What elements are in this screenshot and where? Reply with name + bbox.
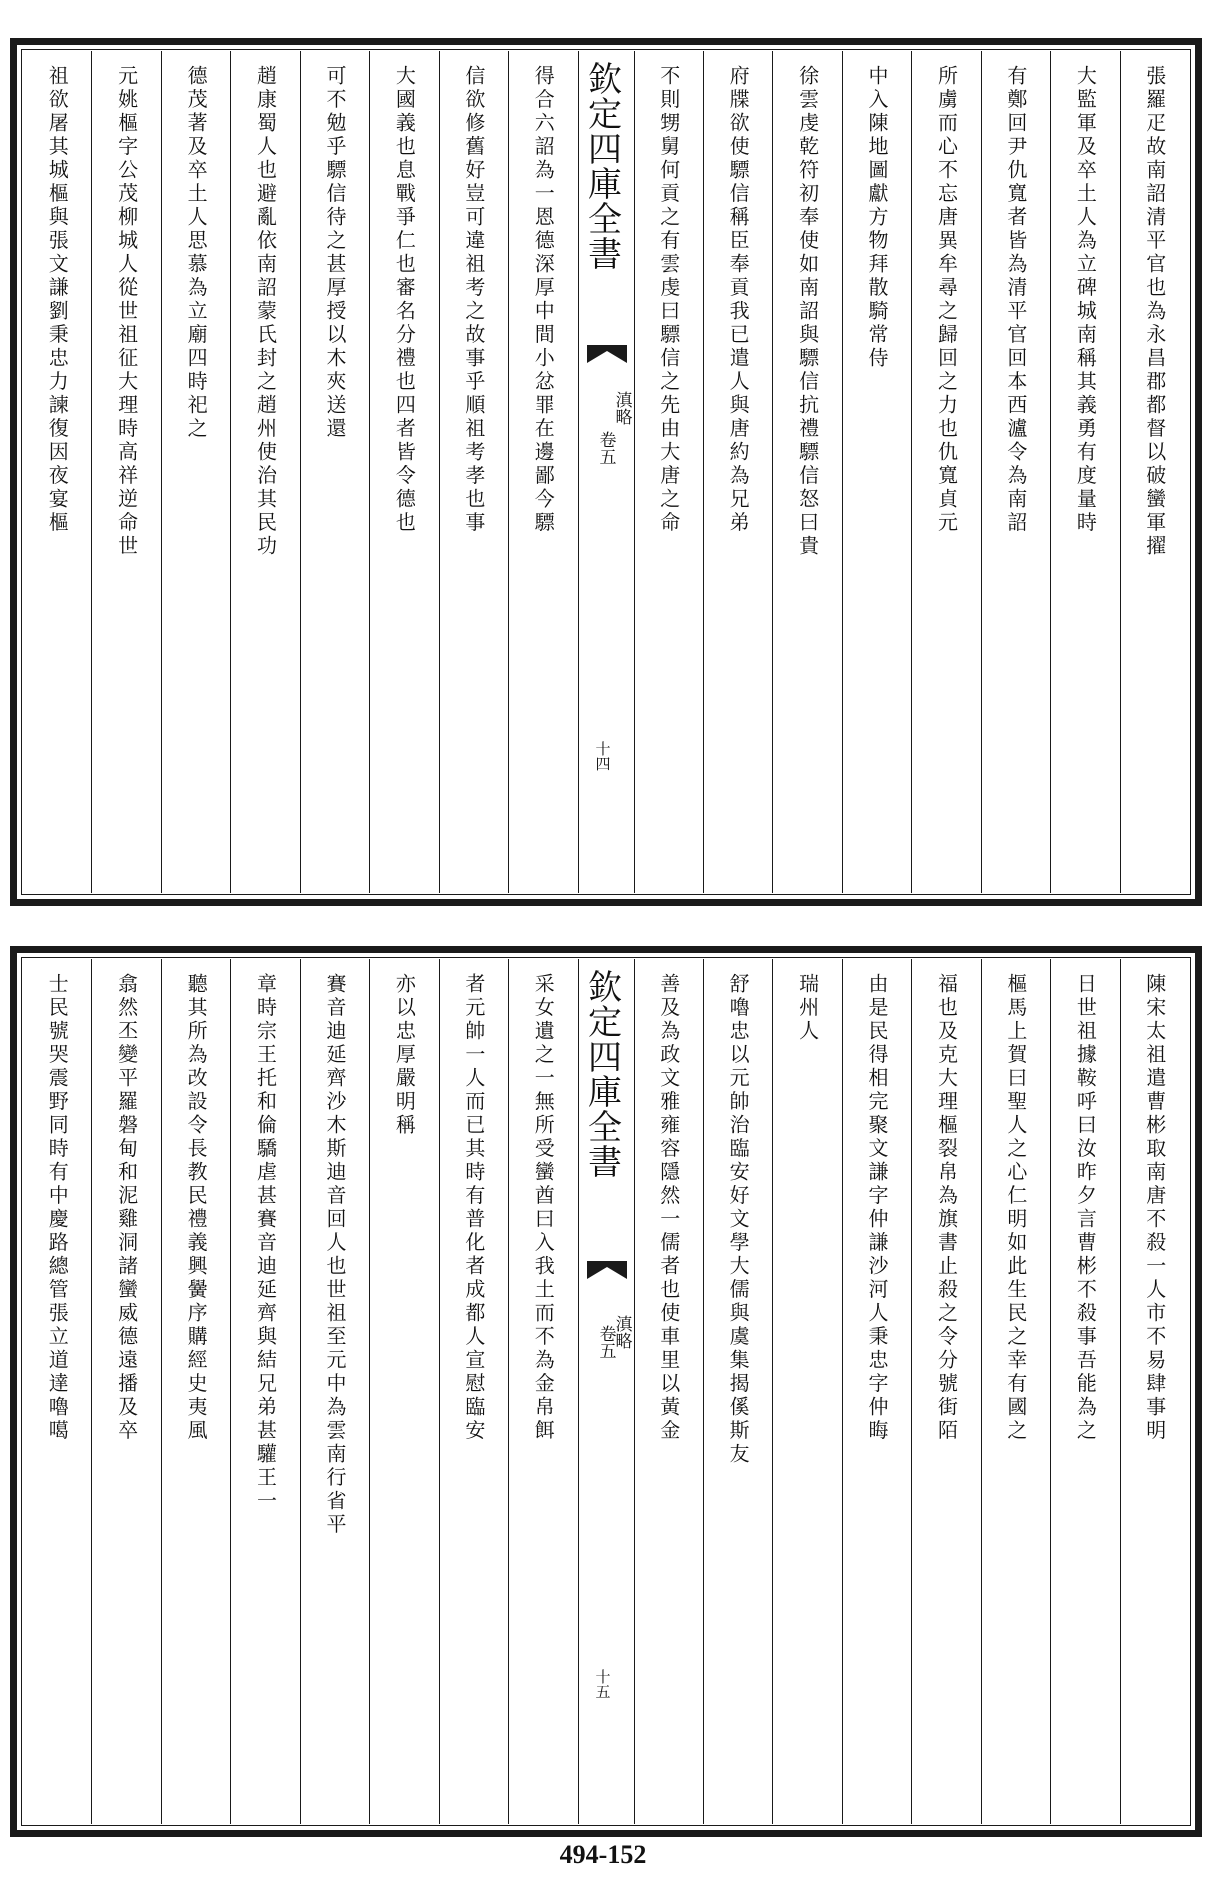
text-column: 士民號哭震野同時有中慶路總管張立道達嚕噶	[45, 973, 70, 1443]
fishtail-mark-icon	[587, 1259, 627, 1281]
gutter-book-title: 滇略	[611, 391, 632, 425]
text-column: 可不勉乎驃信待之甚厚授以木夾送還	[300, 51, 369, 893]
text-column: 章時宗王托和倫驕虐甚賽音迪延齊與結兄弟甚驩王一	[230, 959, 299, 1824]
text-column: 賽音迪延齊沙木斯迪音回人也世祖至元中為雲南行省平	[300, 959, 369, 1824]
text-column: 由是民得相完聚文謙字仲謙沙河人秉忠字仲晦	[842, 959, 911, 1824]
text-column: 張羅疋故南詔清平官也為永昌郡都督以破蠻軍擢	[1120, 51, 1189, 893]
text-column: 亦以忠厚嚴明稱	[369, 959, 438, 1824]
text-column: 翕然丕變平羅磐甸和泥雞洞諸蠻威德遠播及卒	[91, 959, 160, 1824]
text-column: 瑞州人	[772, 959, 841, 1824]
text-column: 舒嚕忠以元帥治臨安好文學大儒與虞集揭傒斯友	[703, 959, 772, 1824]
gutter-title: 欽定四庫全書	[581, 969, 622, 1179]
gutter-volume: 卷五	[595, 1325, 616, 1359]
gutter-book-title: 滇略	[611, 1315, 632, 1349]
gutter-page-number: 十五	[593, 1669, 612, 1699]
text-column: 采女遺之一無所受蠻酋曰入我土而不為金帛餌	[508, 959, 577, 1824]
text-column: 中入陳地圖獻方物拜散騎常侍	[842, 51, 911, 893]
text-column: 信欲修舊好豈可違祖考之故事乎順祖考孝也事	[439, 51, 508, 893]
text-column: 福也及克大理樞裂帛為旗書止殺之令分號街陌	[911, 959, 980, 1824]
text-column: 府牒欲使驃信稱臣奉貢我已遣人與唐約為兄弟	[703, 51, 772, 893]
text-column: 善及為政文雅雍容隱然一儒者也使車里以黃金	[634, 959, 703, 1824]
center-gutter	[578, 959, 634, 1824]
text-column: 元姚樞字公茂柳城人從世祖征大理時高祥逆命世	[91, 51, 160, 893]
top-page	[10, 38, 1202, 906]
text-column: 陳宋太祖遣曹彬取南唐不殺一人市不易肆事明	[1120, 959, 1189, 1824]
page-footer-number: 494-152	[559, 1840, 647, 1869]
text-column: 所虜而心不忘唐異牟尋之歸回之力也仇寬貞元	[911, 51, 980, 893]
text-column: 有鄭回尹仇寬者皆為清平官回本西瀘令為南詔	[981, 51, 1050, 893]
center-gutter	[578, 51, 634, 893]
text-column: 日世祖據鞍呼曰汝昨夕言曹彬不殺事吾能為之	[1050, 959, 1119, 1824]
fishtail-mark-icon	[587, 343, 627, 365]
text-column: 大國義也息戰爭仁也審名分禮也四者皆令德也	[369, 51, 438, 893]
text-column: 得合六詔為一恩德深厚中間小忿罪在邊鄙今驃	[508, 51, 577, 893]
gutter-volume: 卷五	[595, 431, 616, 465]
text-column: 趙康蜀人也避亂依南詔蒙氏封之趙州使治其民功	[230, 51, 299, 893]
text-column: 不則甥舅何貢之有雲虔曰驃信之先由大唐之命	[634, 51, 703, 893]
text-column: 德茂著及卒土人思慕為立廟四時祀之	[161, 51, 230, 893]
text-column: 大監軍及卒土人為立碑城南稱其義勇有度量時	[1050, 51, 1119, 893]
gutter-page-number: 十四	[593, 741, 612, 771]
gutter-title: 欽定四庫全書	[581, 61, 622, 271]
text-column: 祖欲屠其城樞與張文謙劉秉忠力諫復因夜宴樞	[45, 65, 70, 535]
text-column: 聽其所為改設令長教民禮義興黌序購經史夷風	[161, 959, 230, 1824]
text-column: 者元帥一人而已其時有普化者成都人宣慰臨安	[439, 959, 508, 1824]
text-column: 樞馬上賀曰聖人之心仁明如此生民之幸有國之	[981, 959, 1050, 1824]
text-column: 徐雲虔乾符初奉使如南詔與驃信抗禮驃信怒曰貴	[772, 51, 841, 893]
bottom-page	[10, 946, 1202, 1837]
